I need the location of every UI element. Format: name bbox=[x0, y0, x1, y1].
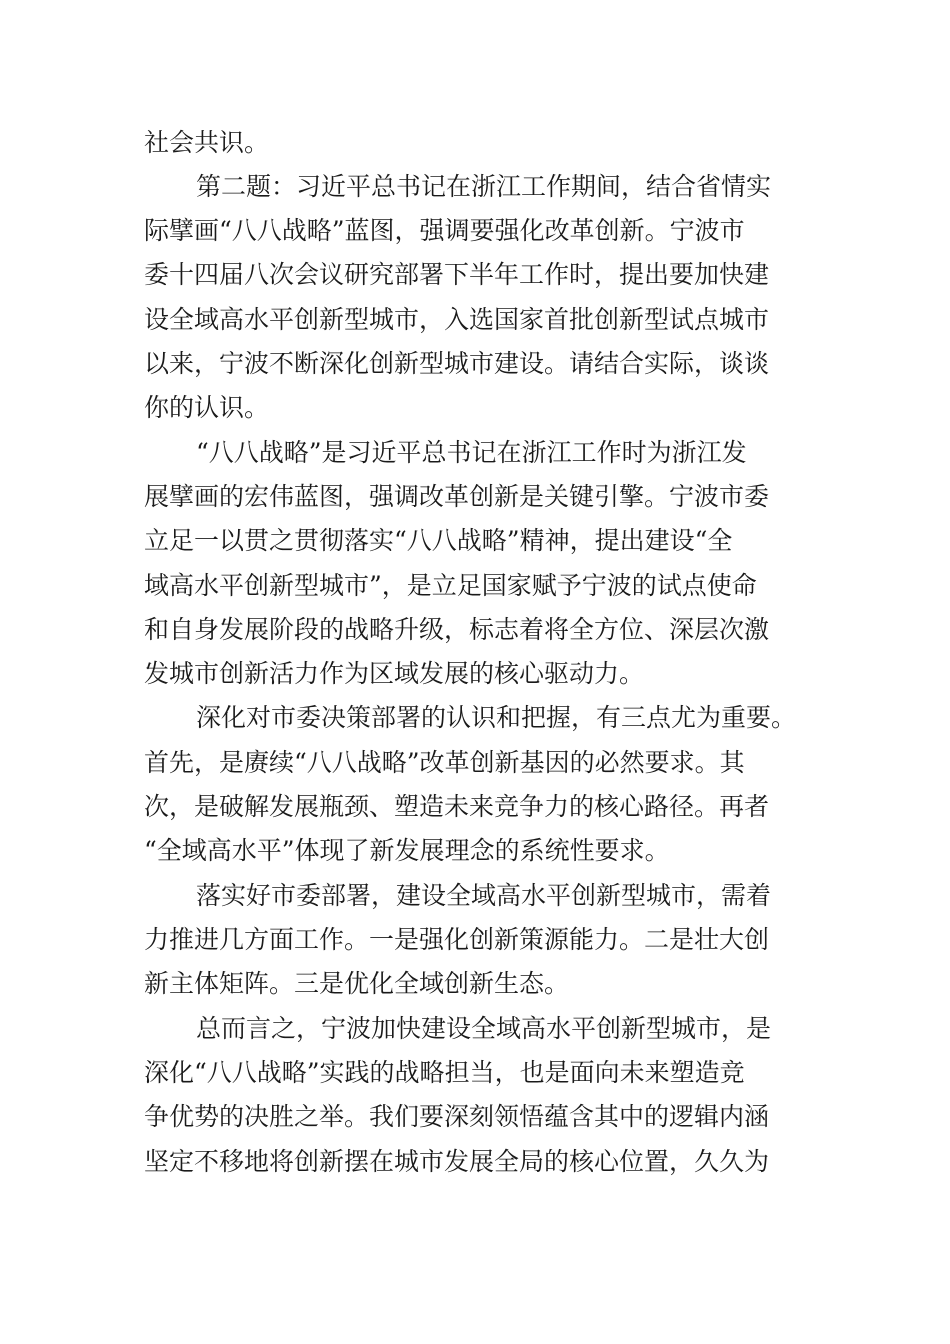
question-text-line: 委十四届八次会议研究部署下半年工作时，提出要加快建 bbox=[144, 260, 770, 289]
text-line: 立足一以贯之贯彻落实“八八战略”精神，提出建设“全 bbox=[144, 526, 733, 555]
text-line: “全域高水平”体现了新发展理念的系统性要求。 bbox=[144, 836, 670, 865]
text-line: 社会共识。 bbox=[144, 128, 270, 157]
text-line: 坚定不移地将创新摆在城市发展全局的核心位置，久久为 bbox=[144, 1147, 770, 1176]
text-line: 落实好市委部署，建设全域高水平创新型城市，需着 bbox=[196, 881, 772, 910]
text-line: 和自身发展阶段的战略升级，标志着将全方位、深层次激 bbox=[144, 615, 770, 644]
text-line: 域高水平创新型城市”，是立足国家赋予宁波的试点使命 bbox=[144, 571, 757, 600]
text-line: 发城市创新活力作为区域发展的核心驱动力。 bbox=[144, 659, 645, 688]
text-line: “八八战略”是习近平总书记在浙江工作时为浙江发 bbox=[196, 438, 747, 467]
text-line: 总而言之，宁波加快建设全域高水平创新型城市，是 bbox=[196, 1014, 772, 1043]
text-line: 深化对市委决策部署的认识和把握，有三点尤为重要。 bbox=[196, 703, 797, 732]
question-text-line: 第二题：习近平总书记在浙江工作期间，结合省情实 bbox=[196, 172, 772, 201]
text-line: 新主体矩阵。三是优化全域创新生态。 bbox=[144, 969, 570, 998]
text-line: 首先，是赓续“八八战略”改革创新基因的必然要求。其 bbox=[144, 748, 745, 777]
question-text-line: 际擘画“八八战略”蓝图，强调要强化改革创新。宁波市 bbox=[144, 216, 745, 245]
text-line: 争优势的决胜之举。我们要深刻领悟蕴含其中的逻辑内涵 bbox=[144, 1102, 770, 1131]
question-text-line: 设全域高水平创新型城市，入选国家首批创新型试点城市 bbox=[144, 305, 770, 334]
question-text-line: 以来，宁波不断深化创新型城市建设。请结合实际，谈谈 bbox=[144, 349, 770, 378]
text-line: 深化“八八战略”实践的战略担当，也是面向未来塑造竞 bbox=[144, 1058, 745, 1087]
question-text-line: 你的认识。 bbox=[144, 393, 270, 422]
text-line: 次，是破解发展瓶颈、塑造未来竞争力的核心路径。再者 bbox=[144, 792, 770, 821]
text-line: 展擘画的宏伟蓝图，强调改革创新是关键引擎。宁波市委 bbox=[144, 482, 770, 511]
text-line: 力推进几方面工作。一是强化创新策源能力。二是壮大创 bbox=[144, 925, 770, 954]
